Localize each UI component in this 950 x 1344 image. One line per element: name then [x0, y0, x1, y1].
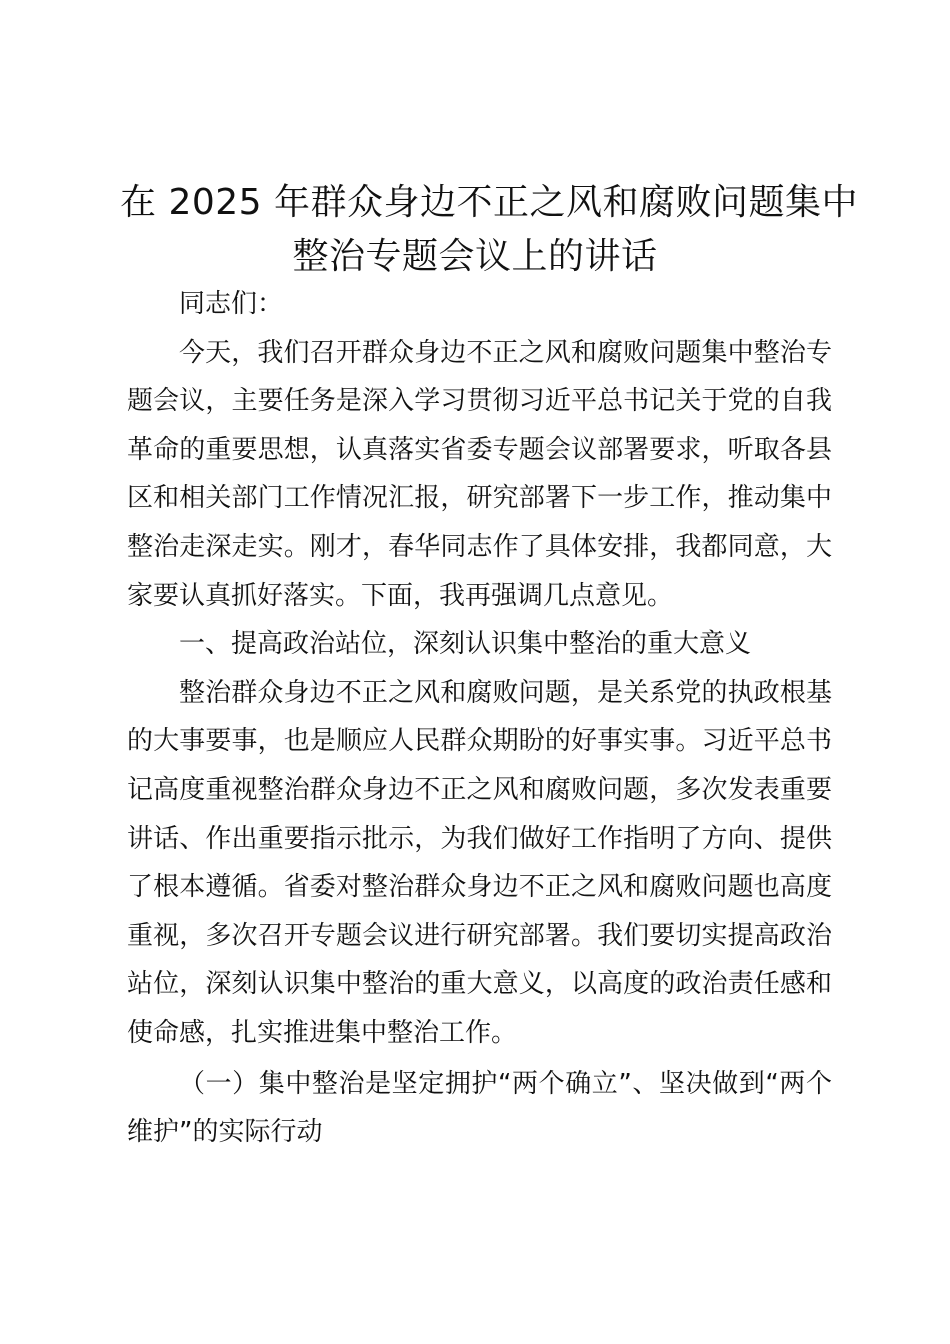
title-line-1: 在 2025 年群众身边不正之风和腐败问题集中: [120, 182, 859, 224]
paragraph-opening: 今天，我们召开群众身边不正之风和腐败问题集中整治专题会议，主要任务是深入学习贯彻习近平总书记关于党的自我革命的重要思想，认真落实省委专题会议部署要求，听取各县区和相关部门工作情况汇报，研究部署下一步工作，推动集中整治走深走实。刚才，春华同志作了具体安排，我都同意，大家要认真抓好落实。下面，我再强调几点意见。: [127, 337, 832, 611]
salutation: 同志们：: [179, 289, 284, 319]
document-title: [120, 176, 859, 284]
document-body: [127, 280, 832, 1157]
title-line-2: 整治专题会议上的讲话: [292, 236, 658, 278]
subsection-heading-1: （一）集中整治是坚定拥护“两个确立”、坚决做到“两个维护”的实际行动: [127, 1068, 832, 1148]
section-heading-1: 一、提高政治站位，深刻认识集中整治的重大意义: [179, 629, 752, 660]
paragraph-significance: 整治群众身边不正之风和腐败问题，是关系党的执政根基的大事要事，也是顺应人民群众期盼的好事实事。习近平总书记高度重视整治群众身边不正之风和腐败问题，多次发表重要讲话、作出重要指示批示，为我们做好工作指明了方向、提供了根本遵循。省委对整治群众身边不正之风和腐败问题也高度重视，多次召开专题会议进行研究部署。我们要切实提高政治站位，深刻认识集中整治的重大意义，以高度的政治责任感和使命感，扎实推进集中整治工作。: [127, 677, 832, 1048]
